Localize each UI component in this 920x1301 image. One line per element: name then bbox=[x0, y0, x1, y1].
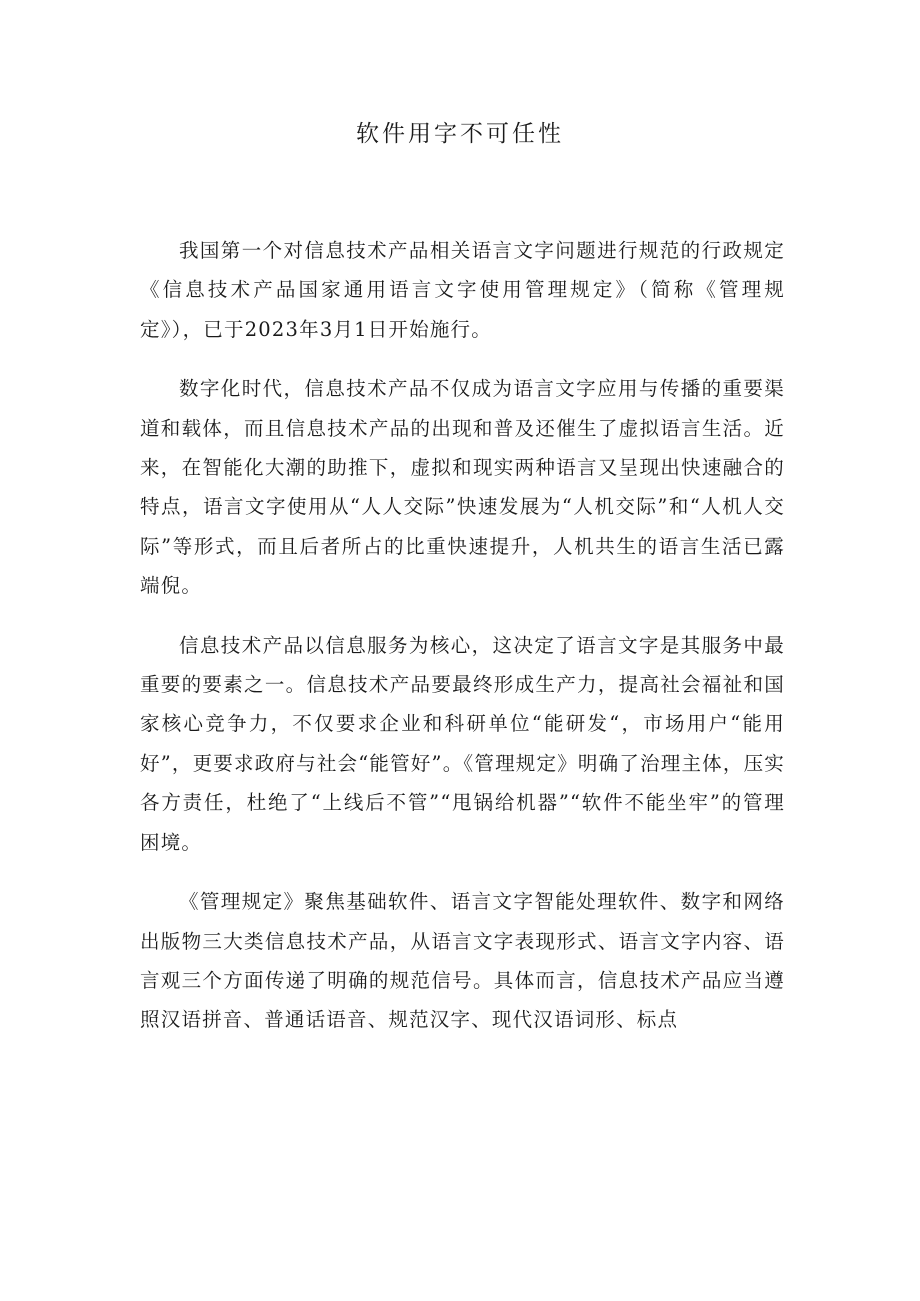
paragraph-2: 数字化时代，信息技术产品不仅成为语言文字应用与传播的重要渠道和载体，而且信息技术产品的出现和普及还催生了虚拟语言生活。近来，在智能化大潮的助推下，虚拟和现实两种语言又呈现出快速融合的特点，语言文字使用从“人人交际”快速发展为“人机交际”和“人机人交际”等形式，而且后者所占的比重快速提升，人机共生的语言生活已露端倪。 bbox=[140, 377, 785, 598]
document-title: 软件用字不可任性 bbox=[356, 121, 564, 147]
paragraph-1: 我国第一个对信息技术产品相关语言文字问题进行规范的行政规定《信息技术产品国家通用语言文字使用管理规定》（简称《管理规定》），已于2023年3月1日开始施行。 bbox=[140, 239, 785, 341]
paragraph-4: 《管理规定》聚焦基础软件、语言文字智能处理软件、数字和网络出版物三大类信息技术产品，从语言文字表现形式、语言文字内容、语言观三个方面传递了明确的规范信号。具体而言，信息技术产品应当遵照汉语拼音、普通话语音、规范汉字、现代汉语词形、标点 bbox=[140, 890, 785, 1032]
document-body bbox=[140, 231, 785, 1060]
paragraph-3: 信息技术产品以信息服务为核心，这决定了语言文字是其服务中最重要的要素之一。信息技术产品要最终形成生产力，提高社会福祉和国家核心竞争力，不仅要求企业和科研单位“能研发“，市场用户“能用好”，更要求政府与社会“能管好”。《管理规定》明确了治理主体，压实各方责任，杜绝了“上线后不管”“甩锅给机器”“软件不能坐牢”的管理困境。 bbox=[140, 633, 785, 854]
